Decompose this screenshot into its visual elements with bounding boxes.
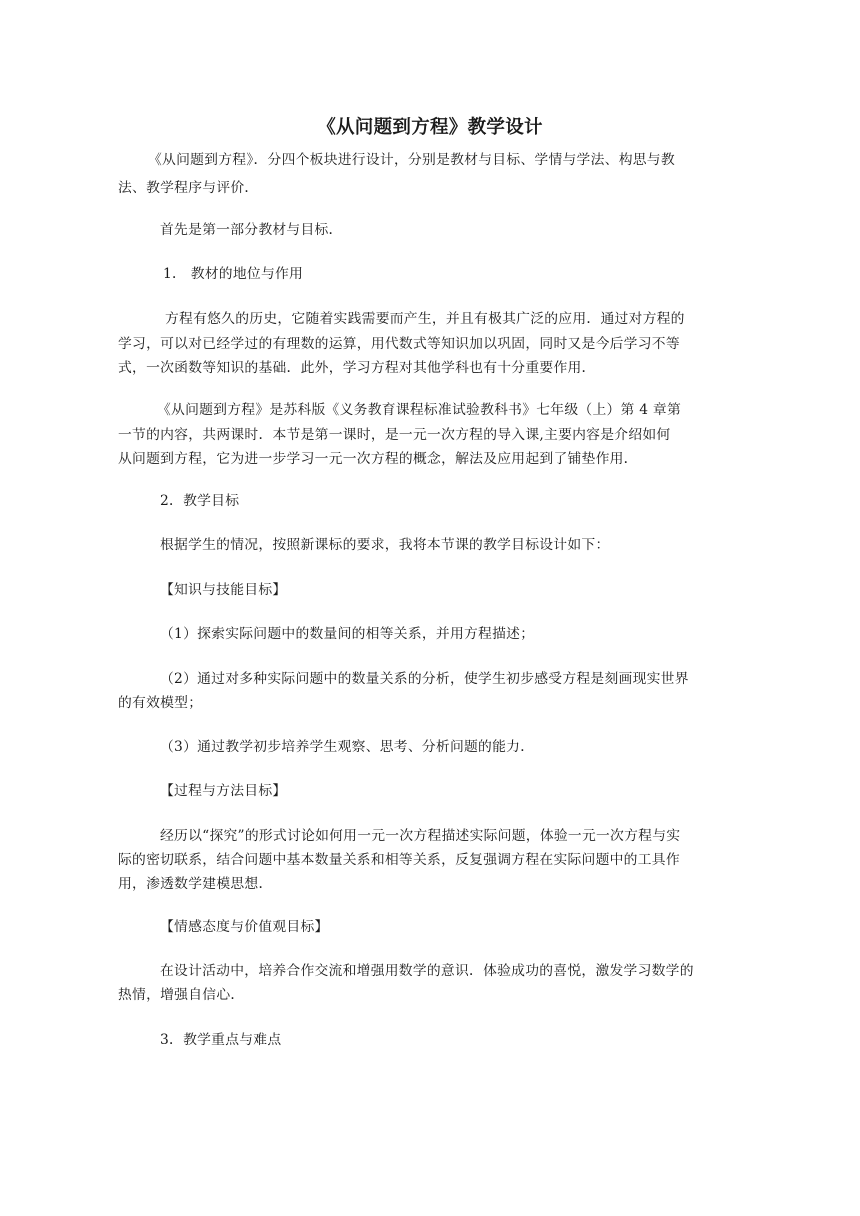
section1-para1-line-3: 式，一次函数等知识的基础．此外，学习方程对其他学科也有十分重要作用． [118, 360, 596, 376]
section1-para2-line-1: 《从问题到方程》是苏科版《义务教育课程标准试验教科书》七年级（上）第 4 章第 [157, 402, 681, 418]
section2-heading: 2．教学目标 [160, 493, 240, 509]
knowledge-item-3: （3）通过教学初步培养学生观察、思考、分析问题的能力． [160, 739, 535, 755]
part1-intro: 首先是第一部分教材与目标． [160, 222, 343, 238]
intro-line-1: 《从问题到方程》．分四个板块进行设计，分别是教材与目标、学情与学法、构思与教 [148, 152, 675, 168]
document-title: 《从问题到方程》教学设计 [317, 117, 543, 138]
section1-para2-line-3: 从问题到方程，它为进一步学习一元一次方程的概念，解法及应用起到了铺垫作用． [118, 451, 638, 467]
process-heading: 【过程与方法目标】 [160, 783, 287, 799]
section3-heading: 3．教学重点与难点 [160, 1032, 282, 1048]
emotion-heading: 【情感态度与价值观目标】 [160, 919, 329, 935]
knowledge-heading: 【知识与技能目标】 [160, 582, 287, 598]
process-para-line-1: 经历以“探究”的形式讨论如何用一元一次方程描述实际问题，体验一元一次方程与实 [160, 828, 681, 844]
knowledge-item-1: （1）探索实际问题中的数量间的相等关系，并用方程描述； [160, 626, 535, 642]
section1-para2-line-2: 一节的内容，共两课时．本节是第一课时，是一元一次方程的导入课,主要内容是介绍如何 [118, 427, 671, 443]
section1-heading: 1． 教材的地位与作用 [163, 266, 304, 282]
knowledge-item-2-line-1: （2）通过对多种实际问题中的数量关系的分析，使学生初步感受方程是刻画现实世界 [160, 671, 689, 687]
intro-line-2: 法、教学程序与评价． [118, 180, 259, 196]
process-para-line-3: 用，渗透数学建模思想． [118, 876, 273, 892]
emotion-para-line-1: 在设计活动中，培养合作交流和增强用数学的意识．体验成功的喜悦，激发学习数学的 [160, 963, 694, 979]
section1-para1-line-1: 方程有悠久的历史，它随着实践需要而产生，并且有极其广泛的应用．通过对方程的 [165, 311, 685, 327]
section2-intro: 根据学生的情况，按照新课标的要求，我将本节课的教学目标设计如下： [160, 537, 610, 553]
section1-para1-line-2: 学习，可以对已经学过的有理数的运算，用代数式等知识加以巩固，同时又是今后学习不等 [118, 336, 680, 352]
emotion-para-line-2: 热情，增强自信心． [118, 987, 245, 1003]
knowledge-item-2-line-2: 的有效模型； [118, 695, 203, 711]
process-para-line-2: 际的密切联系，结合问题中基本数量关系和相等关系，反复强调方程在实际问题中的工具作 [118, 852, 680, 868]
